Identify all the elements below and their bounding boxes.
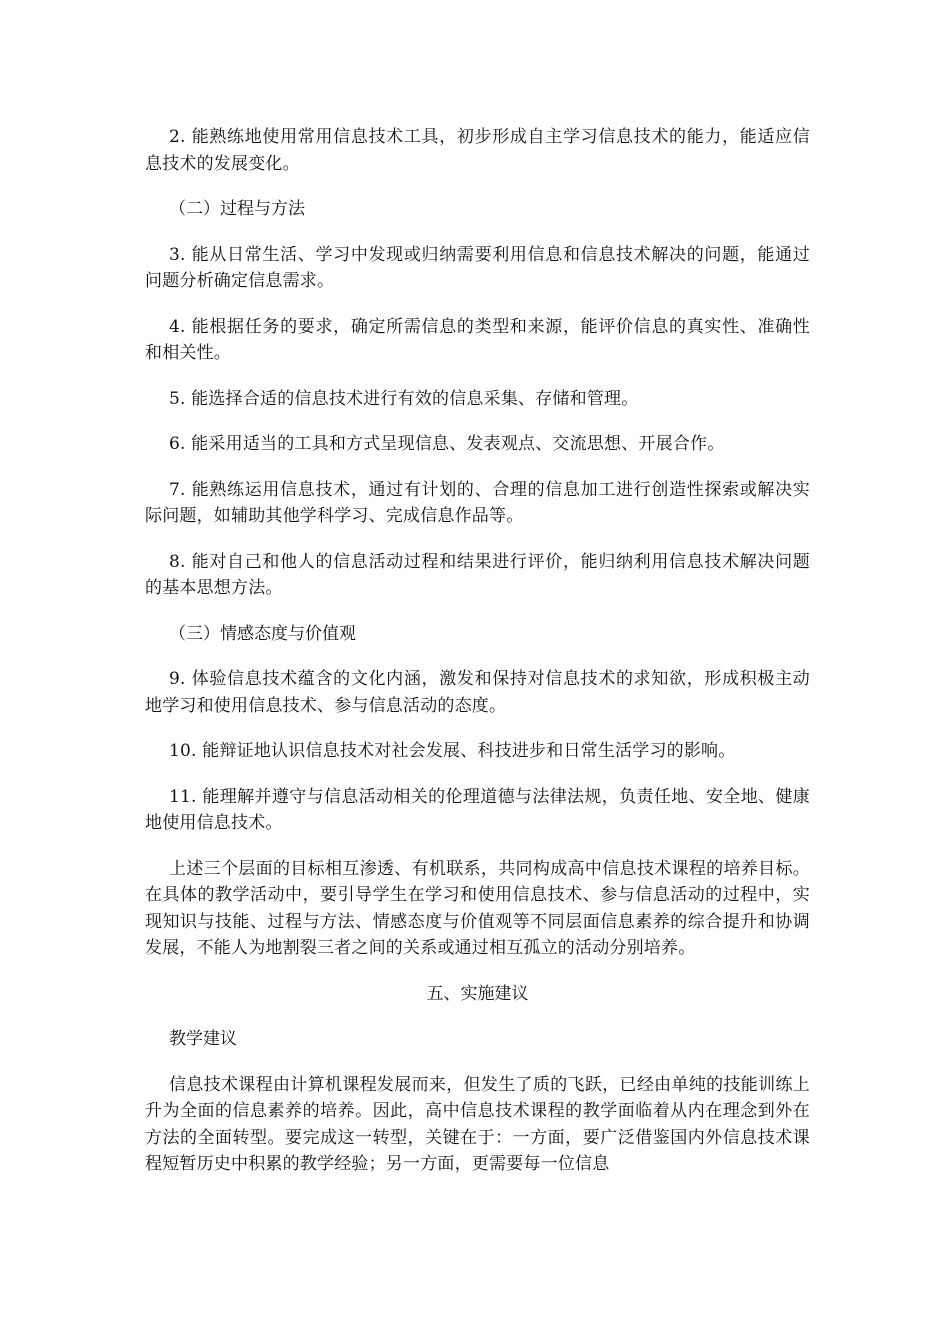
section-heading-attitudes-values: （三）情感态度与价值观 [169, 623, 356, 644]
objective-7: 7. 能熟练运用信息技术，通过有计划的、合理的信息加工进行创造性探索或解决实际问题，如辅助其他学科学习、完成信息作品等。 [145, 479, 810, 526]
objective-3: 3. 能从日常生活、学习中发现或归纳需要利用信息和信息技术解决的问题，能通过问题分析确定信息需求。 [145, 244, 810, 291]
teaching-paragraph: 信息技术课程由计算机课程发展而来，但发生了质的飞跃，已经由单纯的技能训练上升为全面的信息素养的培养。因此，高中信息技术课程的教学面临着从内在理念到外在方法的全面转型。要完成这一转型，关键在于：一方面，要广泛借鉴国内外信息技术课程短暂历史中积累的教学经验；另一方面，更需要每一位信息 [145, 1074, 810, 1174]
objective-6: 6. 能采用适当的工具和方式呈现信息、发表观点、交流思想、开展合作。 [169, 434, 725, 454]
section-heading-teaching-suggestions: 教学建议 [169, 1029, 237, 1049]
objective-10: 10. 能辩证地认识信息技术对社会发展、科技进步和日常生活学习的影响。 [169, 741, 736, 761]
document-page [145, 124, 810, 1197]
objective-9: 9. 体验信息技术蕴含的文化内涵，激发和保持对信息技术的求知欲，形成积极主动地学习和使用信息技术、参与信息活动的态度。 [145, 669, 810, 716]
section-heading-process-methods: （二）过程与方法 [169, 199, 305, 219]
chapter-heading-implementation: 五、实施建议 [426, 983, 529, 1004]
objective-2: 2. 能熟练地使用常用信息技术工具，初步形成自主学习信息技术的能力，能适应信息技术的发展变化。 [145, 127, 810, 174]
objective-5: 5. 能选择合适的信息技术进行有效的信息采集、存储和管理。 [169, 388, 639, 409]
objective-8: 8. 能对自己和他人的信息活动过程和结果进行评价，能归纳利用信息技术解决问题的基本思想方法。 [145, 551, 810, 598]
objective-4: 4. 能根据任务的要求，确定所需信息的类型和来源，能评价信息的真实性、准确性和相关性。 [145, 316, 810, 363]
summary-paragraph: 上述三个层面的目标相互渗透、有机联系，共同构成高中信息技术课程的培养目标。在具体的教学活动中，要引导学生在学习和使用信息技术、参与信息活动的过程中，实现知识与技能、过程与方法、情感态度与价值观等不同层面信息素养的综合提升和协调发展，不能人为地割裂三者之间的关系或通过相互孤立的活动分别培养。 [145, 858, 810, 958]
objective-11: 11. 能理解并遵守与信息活动相关的伦理道德与法律法规，负责任地、安全地、健康地使用信息技术。 [145, 786, 810, 833]
